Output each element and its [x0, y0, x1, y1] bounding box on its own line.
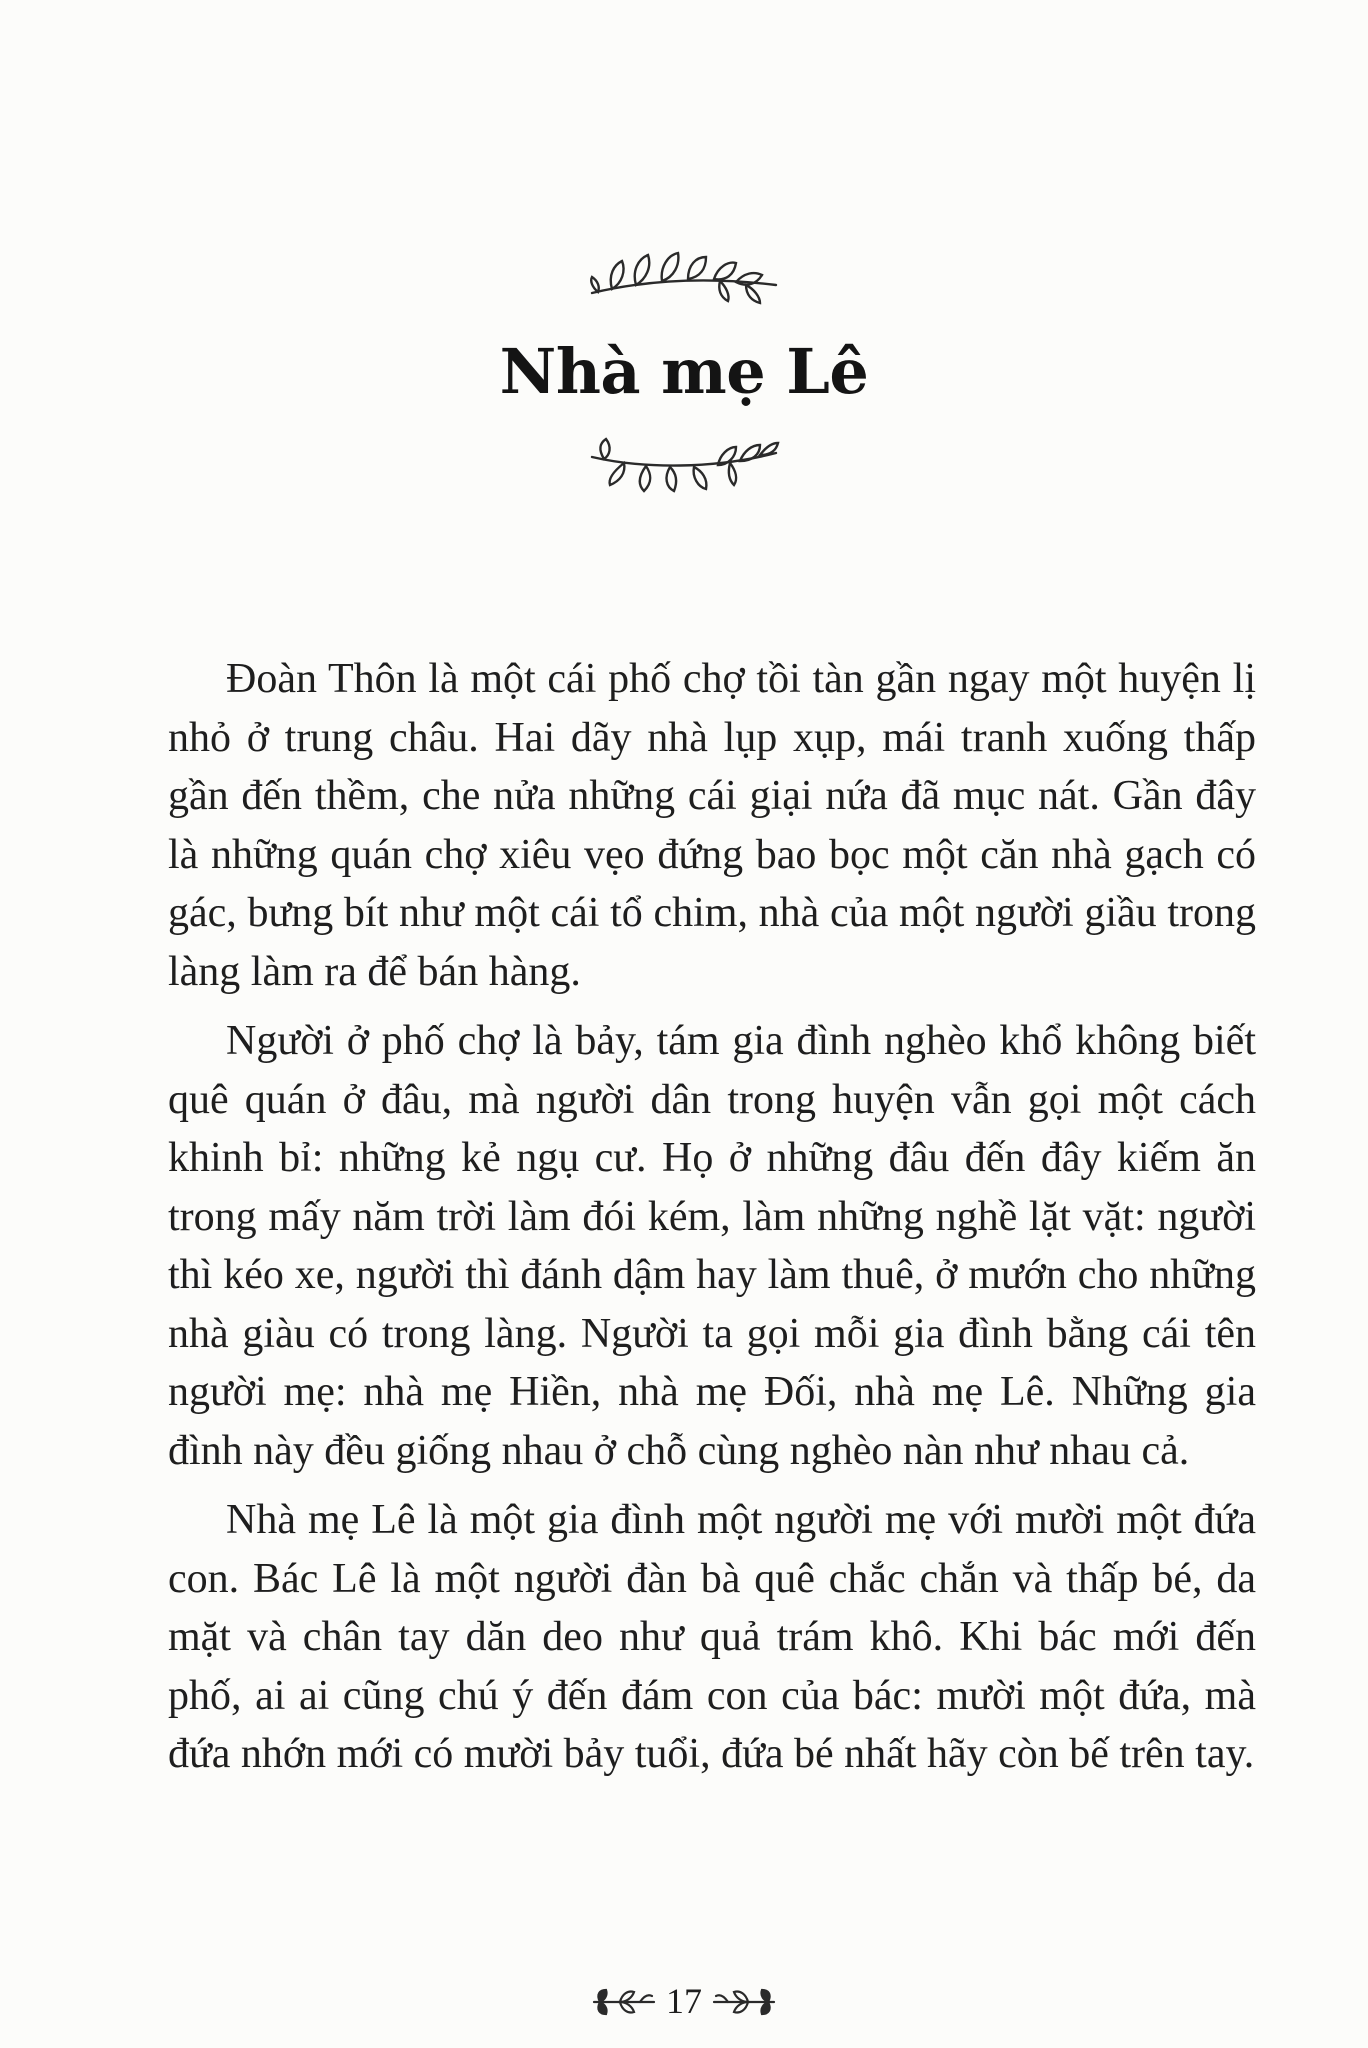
- chapter-title: Nhà mẹ Lê: [499, 335, 869, 408]
- paragraph: Đoàn Thôn là một cái phố chợ tồi tàn gần ngay một huyện lị nhỏ ở trung châu. Hai dãy nhà lụp xụp, mái tranh xuống thấp gần đến thềm, che nửa những cái giại nứa đã mục nát. Gần đây là những quán chợ xiêu vẹo đứng bao bọc một căn nhà gạch có gác, bưng bít như một cái tổ chim, nhà của một người giầu trong làng làm ra để bán hàng.: [168, 656, 1256, 995]
- laurel-branch-icon: [584, 245, 784, 305]
- leaf-ornament-icon: [710, 1986, 778, 2016]
- paragraph: Nhà mẹ Lê là một gia đình một người mẹ với mười một đứa con. Bác Lê là một người đàn bà quê chắc chắn và thấp bé, da mặt và chân tay dăn deo như quả trám khô. Khi bác mới đến phố, ai ai cũng chú ý đến đám con của bác: mười một đứa, mà đứa nhớn mới có mười bảy tuổi, đứa bé nhất hãy còn bế trên tay.: [168, 1497, 1256, 1777]
- chapter-body: [168, 650, 1256, 1795]
- page-footer: [590, 1980, 778, 2022]
- page-number: 17: [666, 1981, 702, 2021]
- paragraph: Người ở phố chợ là bảy, tám gia đình nghèo khổ không biết quê quán ở đâu, mà người dân trong huyện vẫn gọi một cách khinh bỉ: những kẻ ngụ cư. Họ ở những đâu đến đây kiếm ăn trong mấy năm trời làm đói kém, làm những nghề lặt vặt: người thì kéo xe, người thì đánh dậm hay làm thuê, ở mướn cho những nhà giàu có trong làng. Người ta gọi mỗi gia đình bằng cái tên người mẹ: nhà mẹ Hiền, nhà mẹ Đối, nhà mẹ Lê. Những gia đình này đều giống nhau ở chỗ cùng nghèo nàn như nhau cả.: [168, 1018, 1256, 1474]
- leaf-ornament-icon: [590, 1986, 658, 2016]
- laurel-branch-icon: [584, 435, 784, 495]
